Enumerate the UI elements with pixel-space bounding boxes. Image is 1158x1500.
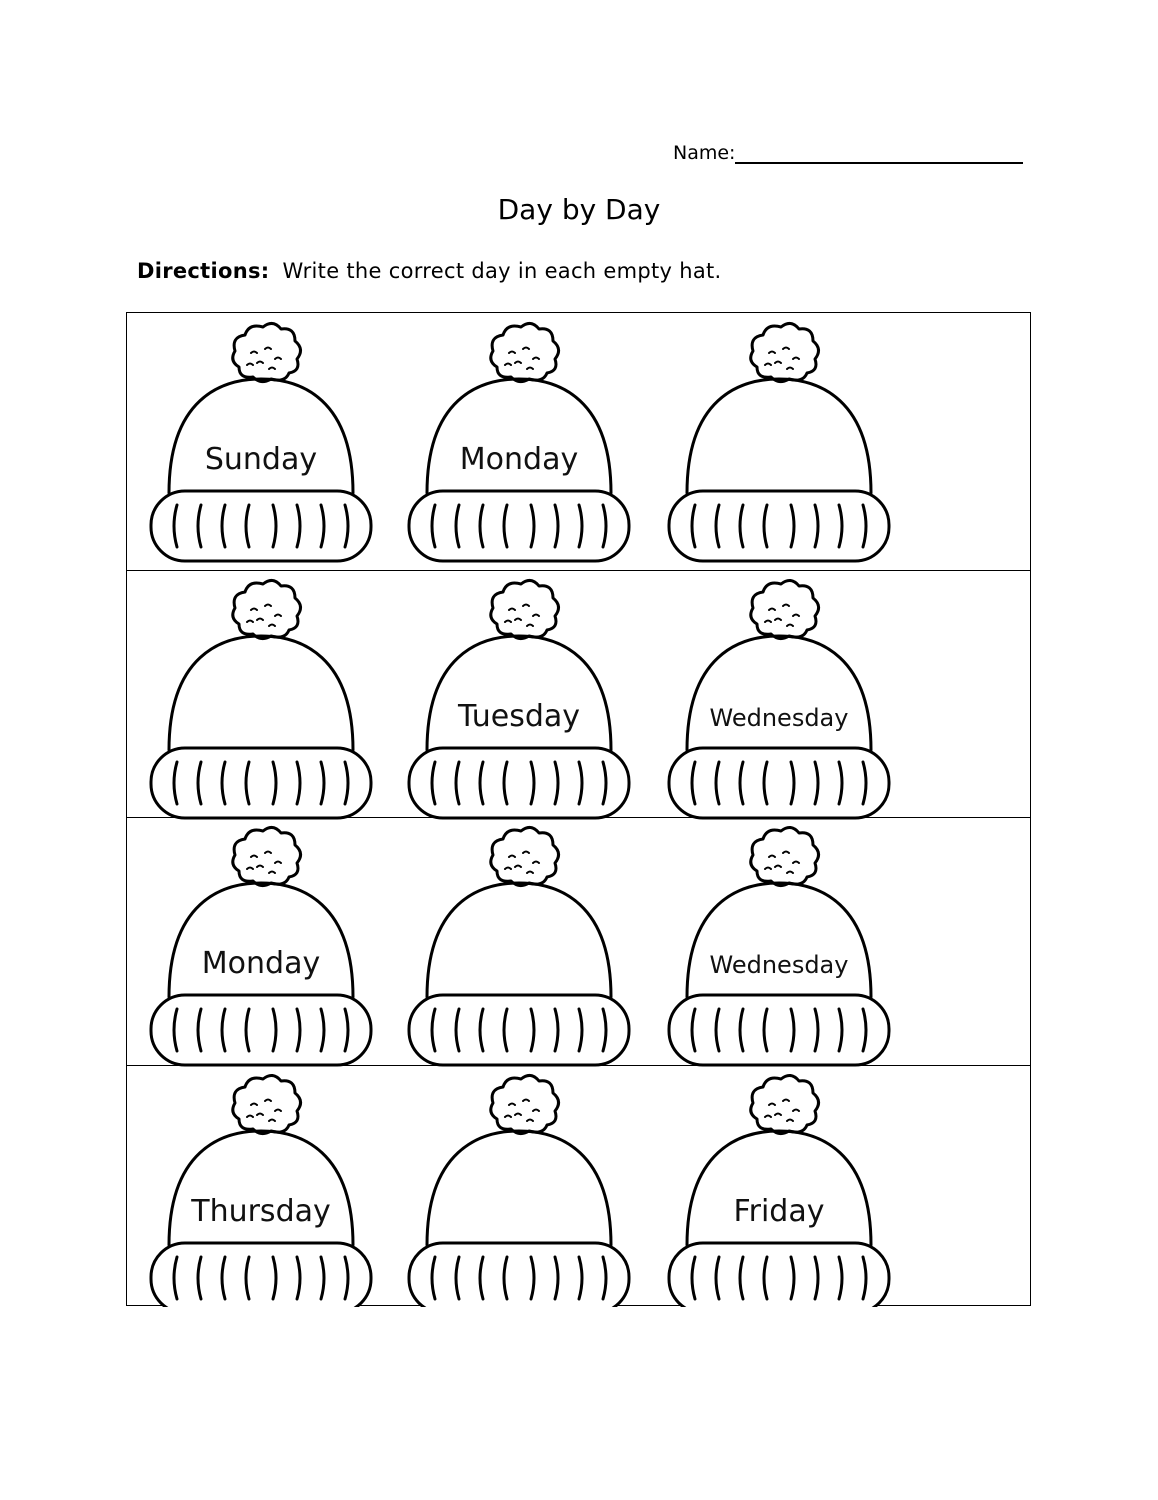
hats-canvas [127,313,1032,1307]
directions-lead: Directions: [137,259,270,283]
hat-brim [669,491,889,561]
hat-brim [151,1243,371,1307]
hat-brim [151,995,371,1065]
pom-pom-icon [233,1075,301,1133]
hat-sunday [151,323,371,561]
hat-brim [409,748,629,818]
pom-pom-icon [751,1075,819,1133]
hat-friday [669,1075,889,1307]
pom-pom-icon [751,827,819,885]
pom-pom-icon [491,580,559,638]
hat-wednesday [669,580,889,818]
hat-dome [687,636,871,750]
hat-thursday [151,1075,371,1307]
directions-text: Write the correct day in each empty hat. [282,259,722,283]
empty-hat[interactable] [669,323,889,561]
hat-day-label: Sunday [204,442,318,477]
pom-pom-icon [233,827,301,885]
empty-hat[interactable] [151,580,371,818]
pom-pom-icon [491,323,559,381]
name-blank-line[interactable] [735,162,1023,164]
page-title: Day by Day [497,193,661,226]
pom-pom-icon [491,1075,559,1133]
hat-monday [409,323,629,561]
name-field [673,139,1023,167]
hat-day-label: Friday [733,1194,825,1229]
hat-brim [409,491,629,561]
hat-dome [169,636,353,750]
hat-brim [669,748,889,818]
directions [137,259,722,283]
hat-monday [151,827,371,1065]
hat-day-label: Wednesday [709,951,849,979]
hat-dome [427,1131,611,1245]
name-label: Name: [673,142,736,164]
pom-pom-icon [491,827,559,885]
empty-hat[interactable] [409,1075,629,1307]
hat-day-label: Thursday [191,1194,331,1229]
hat-dome [427,883,611,997]
hat-dome [687,379,871,493]
hat-brim [409,1243,629,1307]
hat-day-label: Monday [201,946,321,981]
hat-brim [409,995,629,1065]
pom-pom-icon [751,323,819,381]
hat-wednesday [669,827,889,1065]
pom-pom-icon [751,580,819,638]
hat-brim [151,748,371,818]
hat-day-label: Tuesday [457,699,581,734]
hat-grid [126,312,1031,1306]
pom-pom-icon [233,580,301,638]
hat-day-label: Wednesday [709,704,849,732]
hat-brim [669,995,889,1065]
empty-hat[interactable] [409,827,629,1065]
hat-dome [687,883,871,997]
hat-brim [151,491,371,561]
pom-pom-icon [233,323,301,381]
hat-day-label: Monday [459,442,579,477]
hat-tuesday [409,580,629,818]
hat-brim [669,1243,889,1307]
